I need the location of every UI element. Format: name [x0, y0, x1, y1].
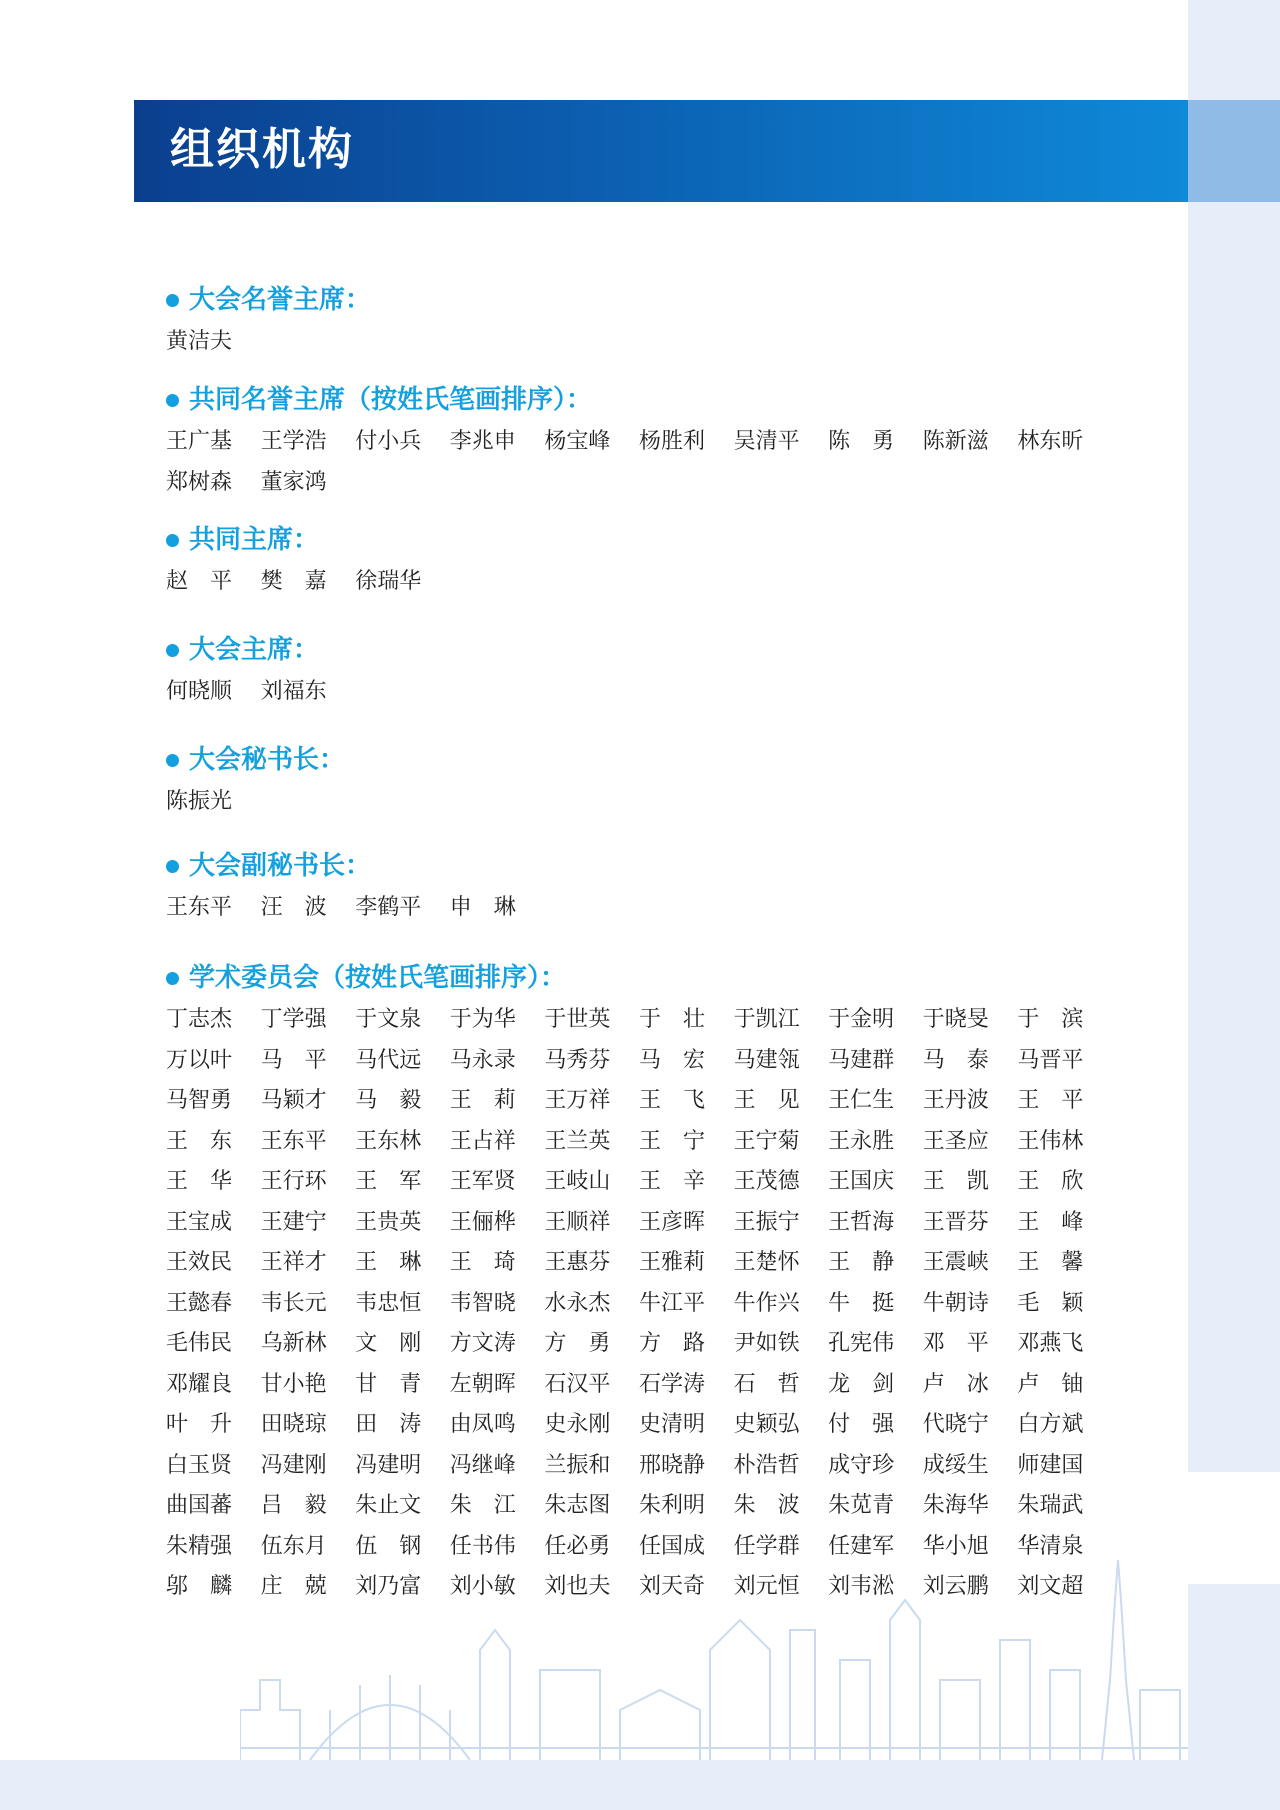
member-name: 万以叶 — [166, 1047, 233, 1073]
section-heading-text: 共同主席： — [189, 525, 320, 555]
member-name: 冯继峰 — [449, 1452, 516, 1478]
member-name: 甘小艳 — [260, 1371, 327, 1397]
member-name: 兰振和 — [544, 1452, 611, 1478]
member-name: 王顺祥 — [544, 1209, 611, 1235]
member-name: 邓燕飞 — [1017, 1331, 1084, 1356]
member-name: 任国成 — [638, 1533, 705, 1559]
bullet-icon — [166, 972, 179, 985]
member-name: 王丹波 — [922, 1088, 989, 1113]
member-name: 尹如铁 — [733, 1331, 800, 1356]
section-heading — [166, 632, 355, 668]
member-name: 王东林 — [355, 1128, 422, 1154]
member-name: 王 辛 — [638, 1169, 705, 1194]
section-heading-text: 大会主席： — [189, 635, 320, 665]
member-name: 刘天奇 — [638, 1574, 705, 1599]
member-name: 韦长元 — [260, 1290, 327, 1316]
section-heading-text: 大会副秘书长： — [189, 851, 372, 881]
member-name: 朱 江 — [449, 1493, 516, 1518]
member-name: 董家鸿 — [260, 469, 327, 495]
member-name: 牛 挺 — [828, 1290, 895, 1316]
member-name: 叶 升 — [166, 1412, 233, 1437]
member-name: 史永刚 — [544, 1412, 611, 1437]
member-name: 马 宏 — [638, 1047, 705, 1073]
member-name: 田 涛 — [355, 1412, 422, 1437]
member-name: 吴清平 — [733, 429, 800, 454]
member-name: 王仁生 — [828, 1088, 895, 1113]
member-name: 朱海华 — [922, 1493, 989, 1518]
member-name: 史清明 — [638, 1412, 705, 1437]
member-name: 伍东月 — [260, 1533, 327, 1559]
member-name: 毛 颖 — [1017, 1290, 1084, 1316]
member-name: 王宁菊 — [733, 1128, 800, 1154]
member-name: 王 静 — [828, 1250, 895, 1275]
section-heading — [166, 960, 1126, 996]
member-name: 马 泰 — [922, 1047, 989, 1073]
member-name: 石学涛 — [638, 1371, 705, 1397]
section-4 — [166, 632, 355, 713]
member-name: 吕 毅 — [260, 1493, 327, 1518]
member-name: 于 滨 — [1017, 1007, 1084, 1032]
section-3 — [166, 522, 450, 603]
section-5 — [166, 742, 345, 823]
member-name: 刘也夫 — [544, 1574, 611, 1599]
member-name: 田晓琼 — [260, 1412, 327, 1437]
section-2 — [166, 382, 1126, 503]
member-name: 徐瑞华 — [355, 569, 422, 594]
member-name: 刘文超 — [1017, 1574, 1084, 1599]
name-list — [166, 888, 544, 929]
member-name: 刘小敏 — [449, 1574, 516, 1599]
member-name: 文 刚 — [355, 1331, 422, 1356]
member-name: 朱利明 — [638, 1493, 705, 1518]
member-name: 于晓旻 — [922, 1007, 989, 1032]
member-name: 李鹤平 — [355, 895, 422, 920]
bullet-icon — [166, 644, 179, 657]
member-name: 华小旭 — [922, 1533, 989, 1559]
member-name: 丁学强 — [260, 1007, 327, 1032]
member-name: 王 平 — [1017, 1088, 1084, 1113]
member-name: 王 军 — [355, 1169, 422, 1194]
member-name: 王 凯 — [922, 1169, 989, 1194]
member-name: 王宝成 — [166, 1209, 233, 1235]
member-name: 申 琳 — [449, 895, 516, 920]
member-name: 王 莉 — [449, 1088, 516, 1113]
bullet-icon — [166, 394, 179, 407]
member-name: 卢 冰 — [922, 1371, 989, 1397]
member-name: 王 东 — [166, 1128, 233, 1154]
section-heading — [166, 282, 371, 318]
member-name: 方 路 — [638, 1331, 705, 1356]
name-list — [166, 322, 371, 363]
member-name: 成守珍 — [828, 1452, 895, 1478]
member-name: 汪 波 — [260, 895, 327, 920]
member-name: 马智勇 — [166, 1088, 233, 1113]
member-name: 邬 麟 — [166, 1574, 233, 1599]
member-name: 赵 平 — [166, 569, 233, 594]
member-name: 方文涛 — [449, 1331, 516, 1356]
bullet-icon — [166, 754, 179, 767]
name-list — [166, 562, 450, 603]
member-name: 邢晓静 — [638, 1452, 705, 1478]
member-name: 王 华 — [166, 1169, 233, 1194]
member-name: 朱志图 — [544, 1493, 611, 1518]
member-name: 王国庆 — [828, 1169, 895, 1194]
member-name: 陈振光 — [166, 789, 233, 814]
member-name: 刘韦淞 — [828, 1574, 895, 1599]
member-name: 白玉贤 — [166, 1452, 233, 1478]
section-heading — [166, 382, 1126, 418]
member-name: 王万祥 — [544, 1088, 611, 1113]
section-heading — [166, 522, 450, 558]
member-name: 王哲海 — [828, 1209, 895, 1235]
member-name: 朱苋青 — [828, 1493, 895, 1518]
member-name: 由凤鸣 — [449, 1412, 516, 1437]
member-name: 王振宁 — [733, 1209, 800, 1235]
member-name: 邓耀良 — [166, 1371, 233, 1397]
member-name: 王效民 — [166, 1250, 233, 1275]
member-name: 王 欣 — [1017, 1169, 1084, 1194]
member-name: 郑树森 — [166, 469, 233, 495]
member-name: 任学群 — [733, 1533, 800, 1559]
member-name: 王震峡 — [922, 1250, 989, 1275]
member-name: 王广基 — [166, 429, 233, 454]
member-name: 王楚怀 — [733, 1250, 800, 1275]
member-name: 王圣应 — [922, 1128, 989, 1154]
name-list — [166, 422, 1126, 503]
page-header-bar — [134, 100, 1188, 202]
bullet-icon — [166, 534, 179, 547]
member-name: 王东平 — [260, 1128, 327, 1154]
section-heading-text: 共同名誉主席（按姓氏笔画排序）： — [189, 385, 593, 415]
section-6 — [166, 848, 544, 929]
section-heading-text: 学术委员会（按姓氏笔画排序）： — [189, 963, 567, 993]
member-name: 马建群 — [828, 1047, 895, 1073]
member-name: 曲国蕃 — [166, 1493, 233, 1518]
member-name: 马 平 — [260, 1047, 327, 1073]
member-name: 于 壮 — [638, 1007, 705, 1032]
member-name: 丁志杰 — [166, 1007, 233, 1032]
member-name: 王军贤 — [449, 1169, 516, 1194]
page-title: 组织机构 — [170, 124, 354, 175]
member-name: 李兆申 — [449, 429, 516, 454]
right-strip-accent — [1188, 100, 1280, 202]
member-name: 朱止文 — [355, 1493, 422, 1518]
right-decorative-strip — [1188, 0, 1280, 1810]
member-name: 樊 嘉 — [260, 569, 327, 594]
member-name: 陈 勇 — [828, 429, 895, 454]
member-name: 王贵英 — [355, 1209, 422, 1235]
member-name: 马永录 — [449, 1047, 516, 1073]
member-name: 王惠芬 — [544, 1250, 611, 1275]
member-name: 杨胜利 — [638, 429, 705, 454]
member-name: 朱精强 — [166, 1533, 233, 1559]
member-name: 代晓宁 — [922, 1412, 989, 1437]
member-name: 于文泉 — [355, 1007, 422, 1032]
member-name: 韦智晓 — [449, 1290, 516, 1316]
member-name: 刘福东 — [260, 679, 327, 704]
member-name: 马 毅 — [355, 1088, 422, 1113]
member-name: 卢 铀 — [1017, 1371, 1084, 1397]
member-name: 王 峰 — [1017, 1209, 1084, 1235]
member-name: 王行环 — [260, 1169, 327, 1194]
section-heading-text: 大会秘书长： — [189, 745, 346, 775]
section-heading — [166, 742, 345, 778]
member-name: 牛江平 — [638, 1290, 705, 1316]
section-7 — [166, 960, 1126, 1608]
member-name: 何晓顺 — [166, 679, 233, 704]
member-name: 冯建刚 — [260, 1452, 327, 1478]
member-name: 王占祥 — [449, 1128, 516, 1154]
member-name: 华清泉 — [1017, 1533, 1084, 1559]
member-name: 牛作兴 — [733, 1290, 800, 1316]
member-name: 石汉平 — [544, 1371, 611, 1397]
member-name: 马建瓴 — [733, 1047, 800, 1073]
member-name: 邓 平 — [922, 1331, 989, 1356]
member-name: 左朝晖 — [449, 1371, 516, 1397]
member-name: 韦忠恒 — [355, 1290, 422, 1316]
member-name: 王雅莉 — [638, 1250, 705, 1275]
member-name: 马晋平 — [1017, 1047, 1084, 1073]
member-name: 马颖才 — [260, 1088, 327, 1113]
member-name: 王彦晖 — [638, 1209, 705, 1235]
bottom-band — [0, 1760, 1280, 1810]
member-name: 王 琳 — [355, 1250, 422, 1275]
member-name: 刘元恒 — [733, 1574, 800, 1599]
member-name: 于凯江 — [733, 1007, 800, 1032]
member-name: 刘云鹏 — [922, 1574, 989, 1599]
member-name: 孔宪伟 — [828, 1331, 895, 1356]
member-name: 王东平 — [166, 895, 233, 920]
member-name: 王 宁 — [638, 1128, 705, 1154]
member-name: 朱 波 — [733, 1493, 800, 1518]
member-name: 王 见 — [733, 1088, 800, 1113]
member-name: 马代远 — [355, 1047, 422, 1073]
member-name: 王晋芬 — [922, 1209, 989, 1235]
member-name: 牛朝诗 — [922, 1290, 989, 1316]
member-name: 林东昕 — [1017, 429, 1084, 454]
member-name: 朴浩哲 — [733, 1452, 800, 1478]
member-name: 史颖弘 — [733, 1412, 800, 1437]
member-name: 冯建明 — [355, 1452, 422, 1478]
member-name: 任建军 — [828, 1533, 895, 1559]
member-name: 白方斌 — [1017, 1412, 1084, 1437]
member-name: 王学浩 — [260, 429, 327, 454]
member-name: 于世英 — [544, 1007, 611, 1032]
member-name: 王永胜 — [828, 1128, 895, 1154]
member-name: 王祥才 — [260, 1250, 327, 1275]
member-name: 王茂德 — [733, 1169, 800, 1194]
section-heading-text: 大会名誉主席： — [189, 285, 372, 315]
member-name: 乌新林 — [260, 1331, 327, 1356]
section-1 — [166, 282, 371, 363]
member-name: 甘 青 — [355, 1371, 422, 1397]
member-name: 师建国 — [1017, 1452, 1084, 1478]
member-name: 王岐山 — [544, 1169, 611, 1194]
member-name: 付 强 — [828, 1412, 895, 1437]
member-name: 石 哲 — [733, 1371, 800, 1397]
member-name: 方 勇 — [544, 1331, 611, 1356]
name-list — [166, 1000, 1126, 1608]
member-name: 成绥生 — [922, 1452, 989, 1478]
member-name: 龙 剑 — [828, 1371, 895, 1397]
member-name: 于金明 — [828, 1007, 895, 1032]
member-name: 任必勇 — [544, 1533, 611, 1559]
member-name: 王 馨 — [1017, 1250, 1084, 1275]
member-name: 黄洁夫 — [166, 329, 233, 354]
member-name: 王懿春 — [166, 1290, 233, 1316]
member-name: 王伟林 — [1017, 1128, 1084, 1154]
right-strip-gap — [1188, 1472, 1280, 1584]
member-name: 王建宁 — [260, 1209, 327, 1235]
member-name: 庄 兢 — [260, 1574, 327, 1599]
member-name: 任书伟 — [449, 1533, 516, 1559]
member-name: 刘乃富 — [355, 1574, 422, 1599]
bullet-icon — [166, 294, 179, 307]
member-name: 杨宝峰 — [544, 429, 611, 454]
member-name: 王 琦 — [449, 1250, 516, 1275]
member-name: 于为华 — [449, 1007, 516, 1032]
member-name: 水永杰 — [544, 1290, 611, 1316]
section-heading — [166, 848, 544, 884]
member-name: 王兰英 — [544, 1128, 611, 1154]
member-name: 付小兵 — [355, 429, 422, 454]
member-name: 朱瑞武 — [1017, 1493, 1084, 1518]
member-name: 马秀芬 — [544, 1047, 611, 1073]
name-list — [166, 672, 355, 713]
member-name: 王 飞 — [638, 1088, 705, 1113]
name-list — [166, 782, 345, 823]
member-name: 王俪桦 — [449, 1209, 516, 1235]
member-name: 陈新滋 — [922, 429, 989, 454]
member-name: 伍 钢 — [355, 1533, 422, 1559]
member-name: 毛伟民 — [166, 1331, 233, 1356]
bullet-icon — [166, 860, 179, 873]
